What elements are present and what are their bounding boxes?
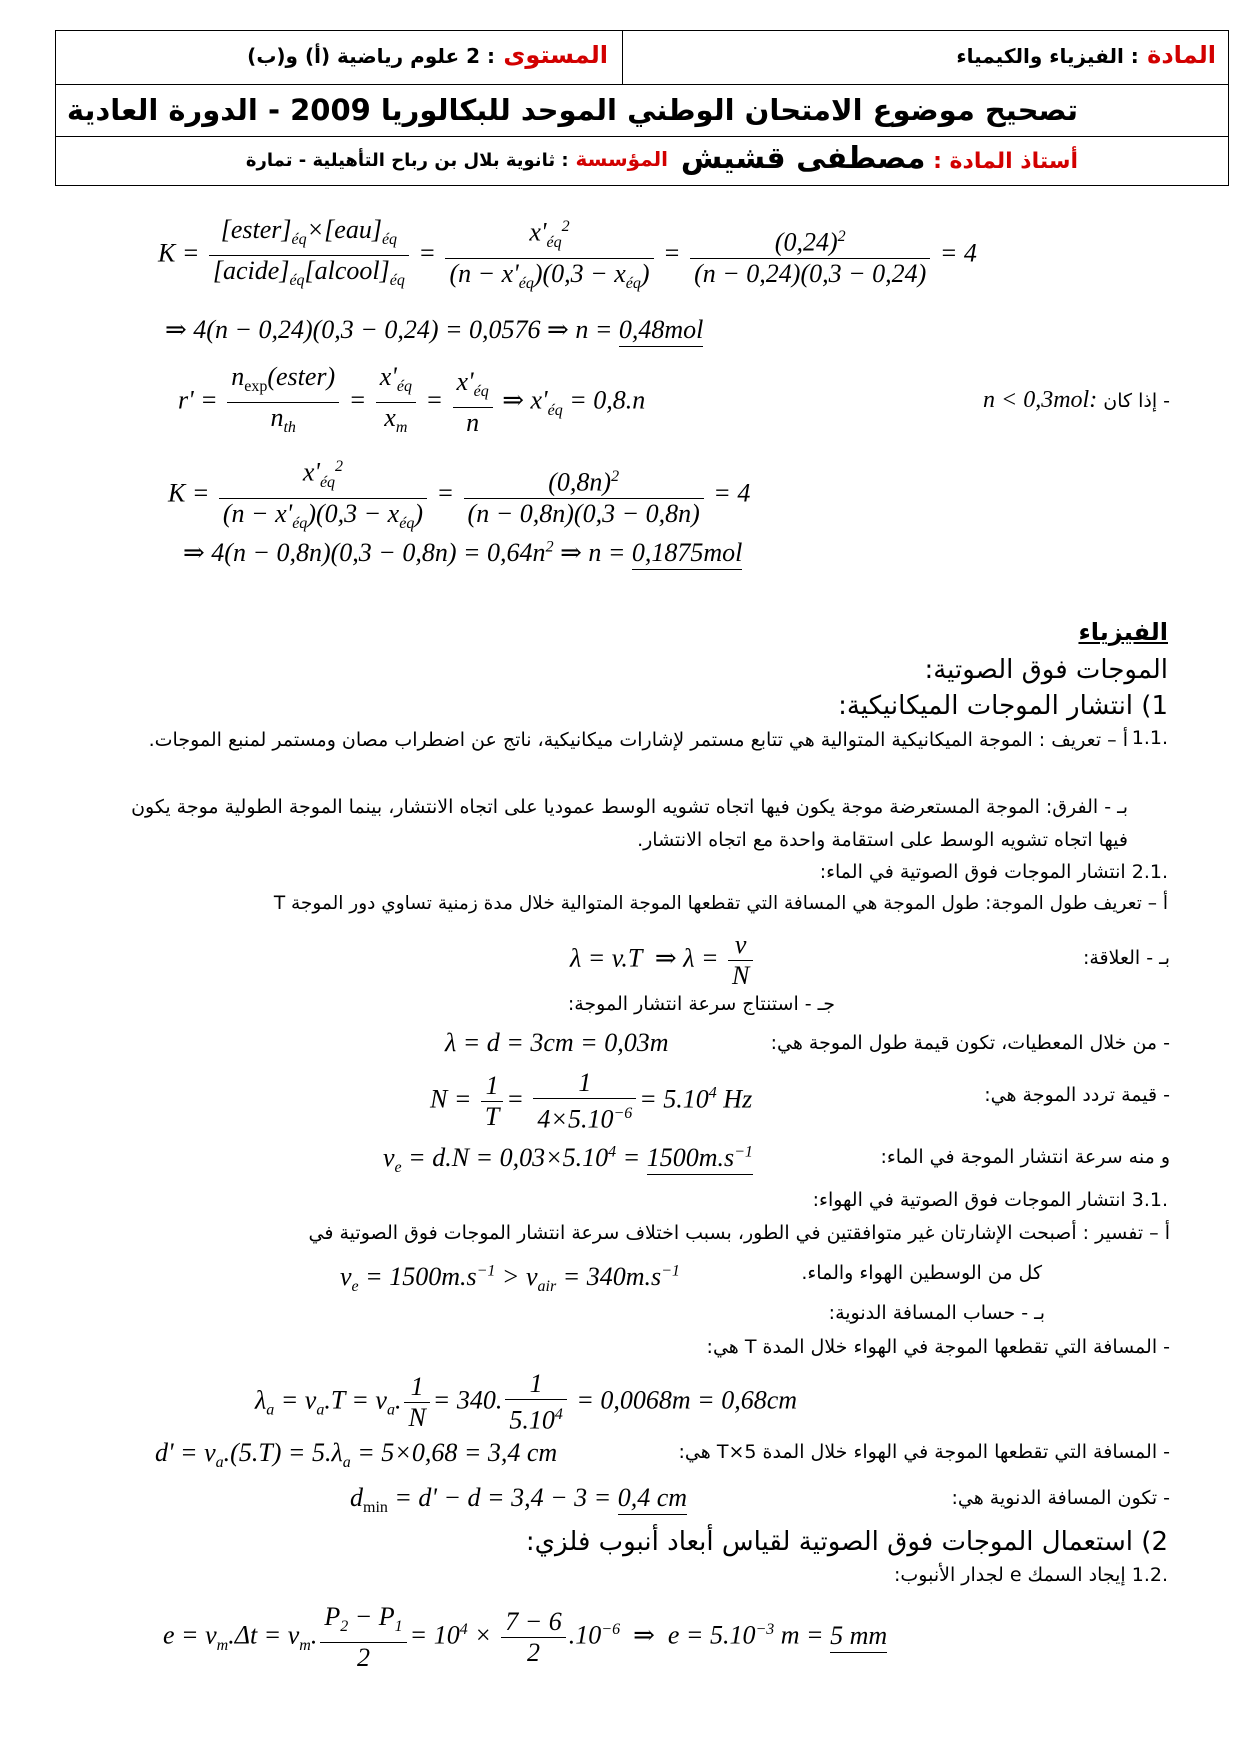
q21-frequency-label: - قيمة تردد الموجة هي: bbox=[984, 1084, 1170, 1106]
q31-wavelength-air-equation: $\lambda_a = v_a.T = v_a$. $\frac{1}{N}$ = 340. $\frac{1}{5.10^4}$ = 0,0068m = 0,68cm bbox=[255, 1369, 798, 1435]
q31-speed-comparison: $v_e = 1500m.s^{-1} > v_{air} = 340m.s^{-1}$ bbox=[340, 1262, 680, 1296]
part2-heading: 2) استعمال الموجات فوق الصوتية لقياس أبعاد أنبوب فلزي: bbox=[525, 1527, 1168, 1557]
document-title: تصحيح موضوع الامتحان الوطني الموحد للبكالوريا 2009 - الدورة العادية bbox=[66, 93, 1078, 127]
solve-n-equation-2: ⇒ $4(n - 0,8n)(0,3 - 0,8n) = 0,64n^2$ ⇒ n = 0,1875mol bbox=[183, 538, 742, 568]
q12-heading: .1.2 إيجاد السمك e لجدار الأنبوب: bbox=[894, 1564, 1168, 1586]
school-field bbox=[246, 147, 668, 171]
school-value: : ثانوية بلال بن رباح التأهيلية - تمارة bbox=[245, 150, 569, 171]
teacher-label: أستاذ المادة : bbox=[933, 149, 1078, 174]
q21-heading: .2.1 انتشار الموجات فوق الصوتية في الماء: bbox=[819, 861, 1168, 883]
q11-number: .1.1 bbox=[1131, 727, 1168, 749]
topic-heading: الموجات فوق الصوتية: bbox=[924, 655, 1168, 685]
subject-field bbox=[956, 41, 1216, 69]
q31-heading: .3.1 انتشار الموجات فوق الصوتية في الهواء: bbox=[812, 1189, 1168, 1211]
q21-wavelength-value: λ = d = 3cm = 0,03m bbox=[445, 1028, 669, 1057]
header-row-subject bbox=[56, 31, 1228, 85]
q31-distance-equation: $d' = v_a.(5.T) = 5.\lambda_a = 5\times 0,68 = 3,4$ cm bbox=[155, 1438, 558, 1472]
q31-min-distance-equation: $d_{min} = d' - d = 3,4 - 3 = 0,4$ cm bbox=[350, 1483, 688, 1517]
case-condition bbox=[983, 387, 1170, 414]
equilibrium-constant-equation: K = $\frac{[ester]_{éq}\times[eau]_{éq}}{[acide]_{éq}[alcool]_{éq}}$ = $\frac{x'_{éq}^2}{(n - x'_{éq})(0,3 - x_{éq})}$ = $\frac{(0,24)^2}{(n - 0,24)(0,3 - 0,24)}$ = 4 bbox=[158, 212, 977, 299]
q21-wavelength-label: - من خلال المعطيات، تكون قيمة طول الموجة هي: bbox=[770, 1032, 1170, 1054]
level-value: : 2 علوم رياضية (أ) و(ب) bbox=[247, 44, 496, 68]
yield-equation: r' = $\frac{n_{exp}(ester)}{n_{th}}$ = $\frac{x'_{éq}}{x_m}$ = $\frac{x'_{éq}}{n}$ ⇒ $x'_{éq} = 0,8.n$ bbox=[178, 362, 646, 438]
q11-definition: أ – تعريف : الموجة الميكانيكية المتوالية هي تتابع مستمر لإشارات ميكانيكية، ناتج عن اضطراب مصان ومستمر لمنبع الموجات. bbox=[148, 729, 1128, 751]
teacher-name: مصطفى قشيش bbox=[680, 141, 926, 176]
header-divider bbox=[622, 31, 623, 85]
q11-difference: بـ - الفرق: الموجة المستعرضة موجة يكون فيها اتجاه تشويه الوسط عموديا على اتجاه الانتشار، بينما الموجة الطولية موجة يكون فيها اتجاه تشويه الوسط على استقامة واحدة مع اتجاه الانتشار. bbox=[131, 796, 1128, 851]
teacher-field bbox=[681, 141, 1078, 176]
equilibrium-constant-equation-2: K = $\frac{x'_{éq}^2}{(n - x'_{éq})(0,3 - x_{éq})}$ = $\frac{(0,8n)^2}{(n - 0,8n)(0,3 - 0,8n)}$ = 4 bbox=[168, 452, 750, 539]
subject-value: : الفيزياء والكيمياء bbox=[956, 44, 1139, 68]
thickness-equation: $e = v_m.\Delta t = v_m$. $\frac{P_2 - P_1}{2}$ = $10^4$ × $\frac{7 - 6}{2}$ $.10^{-6}$ ⇒ $e = 5.10^{-3}$ m = 5 mm bbox=[163, 1602, 888, 1673]
q21-relation-equation: λ = v.T ⇒ λ = $\frac{v}{N}$ bbox=[570, 930, 756, 991]
header-box bbox=[55, 30, 1229, 186]
q31-distance-heading: بـ - حساب المسافة الدنوية: bbox=[828, 1302, 1045, 1324]
case-inequality: :n < 0,3mol bbox=[983, 387, 1098, 413]
school-label: المؤسسة bbox=[575, 147, 668, 171]
header-row-teacher bbox=[56, 137, 1228, 185]
q21-wavelength-definition: أ – تعريف طول الموجة: طول الموجة هي المسافة التي تقطعها الموجة المتوالية خلال مدة زمنية تساوي دور الموجة T bbox=[273, 893, 1168, 914]
q31-distance-label-1: - المسافة التي تقطعها الموجة في الهواء خلال المدة T هي: bbox=[706, 1336, 1170, 1358]
q21-speed-equation: $v_e = d.N = 0,03\times 5.10^4 = 1500m.s^{-1}$ bbox=[383, 1143, 753, 1177]
q31-min-distance-label: - تكون المسافة الدنوية هي: bbox=[951, 1487, 1170, 1509]
q21-speed-label: و منه سرعة انتشار الموجة في الماء: bbox=[880, 1146, 1170, 1168]
case-label: - إذا كان bbox=[1103, 390, 1170, 412]
q21-deduce-heading: جـ - استنتاج سرعة انتشار الموجة: bbox=[567, 993, 835, 1015]
header-row-title bbox=[56, 85, 1228, 137]
q31-explanation-2: كل من الوسطين الهواء والماء. bbox=[801, 1262, 1042, 1284]
q21-relation-label: بـ - العلاقة: bbox=[1082, 947, 1170, 969]
level-label: المستوى bbox=[503, 41, 608, 69]
subject-label: المادة bbox=[1147, 41, 1216, 69]
q31-distance-label-2: - المسافة التي تقطعها الموجة في الهواء خلال المدة 5×T هي: bbox=[678, 1441, 1170, 1463]
q31-explanation: أ – تفسير : أصبحت الإشارتان غير متوافقتين في الطور، بسبب اختلاف سرعة انتشار الموجات فوق الصوتية في bbox=[308, 1222, 1170, 1244]
q21-frequency-equation: N = $\frac{1}{T}$ = $\frac{1}{4\times 5.10^{-6}}$ = $5.10^4$ Hz bbox=[430, 1068, 753, 1134]
part1-heading: 1) انتشار الموجات الميكانيكية: bbox=[838, 691, 1168, 721]
solve-n-equation: ⇒ 4(n − 0,24)(0,3 − 0,24) = 0,0576 ⇒ n = 0,48mol bbox=[165, 315, 703, 345]
level-field bbox=[247, 41, 608, 69]
physics-heading: الفيزياء bbox=[1078, 618, 1168, 646]
